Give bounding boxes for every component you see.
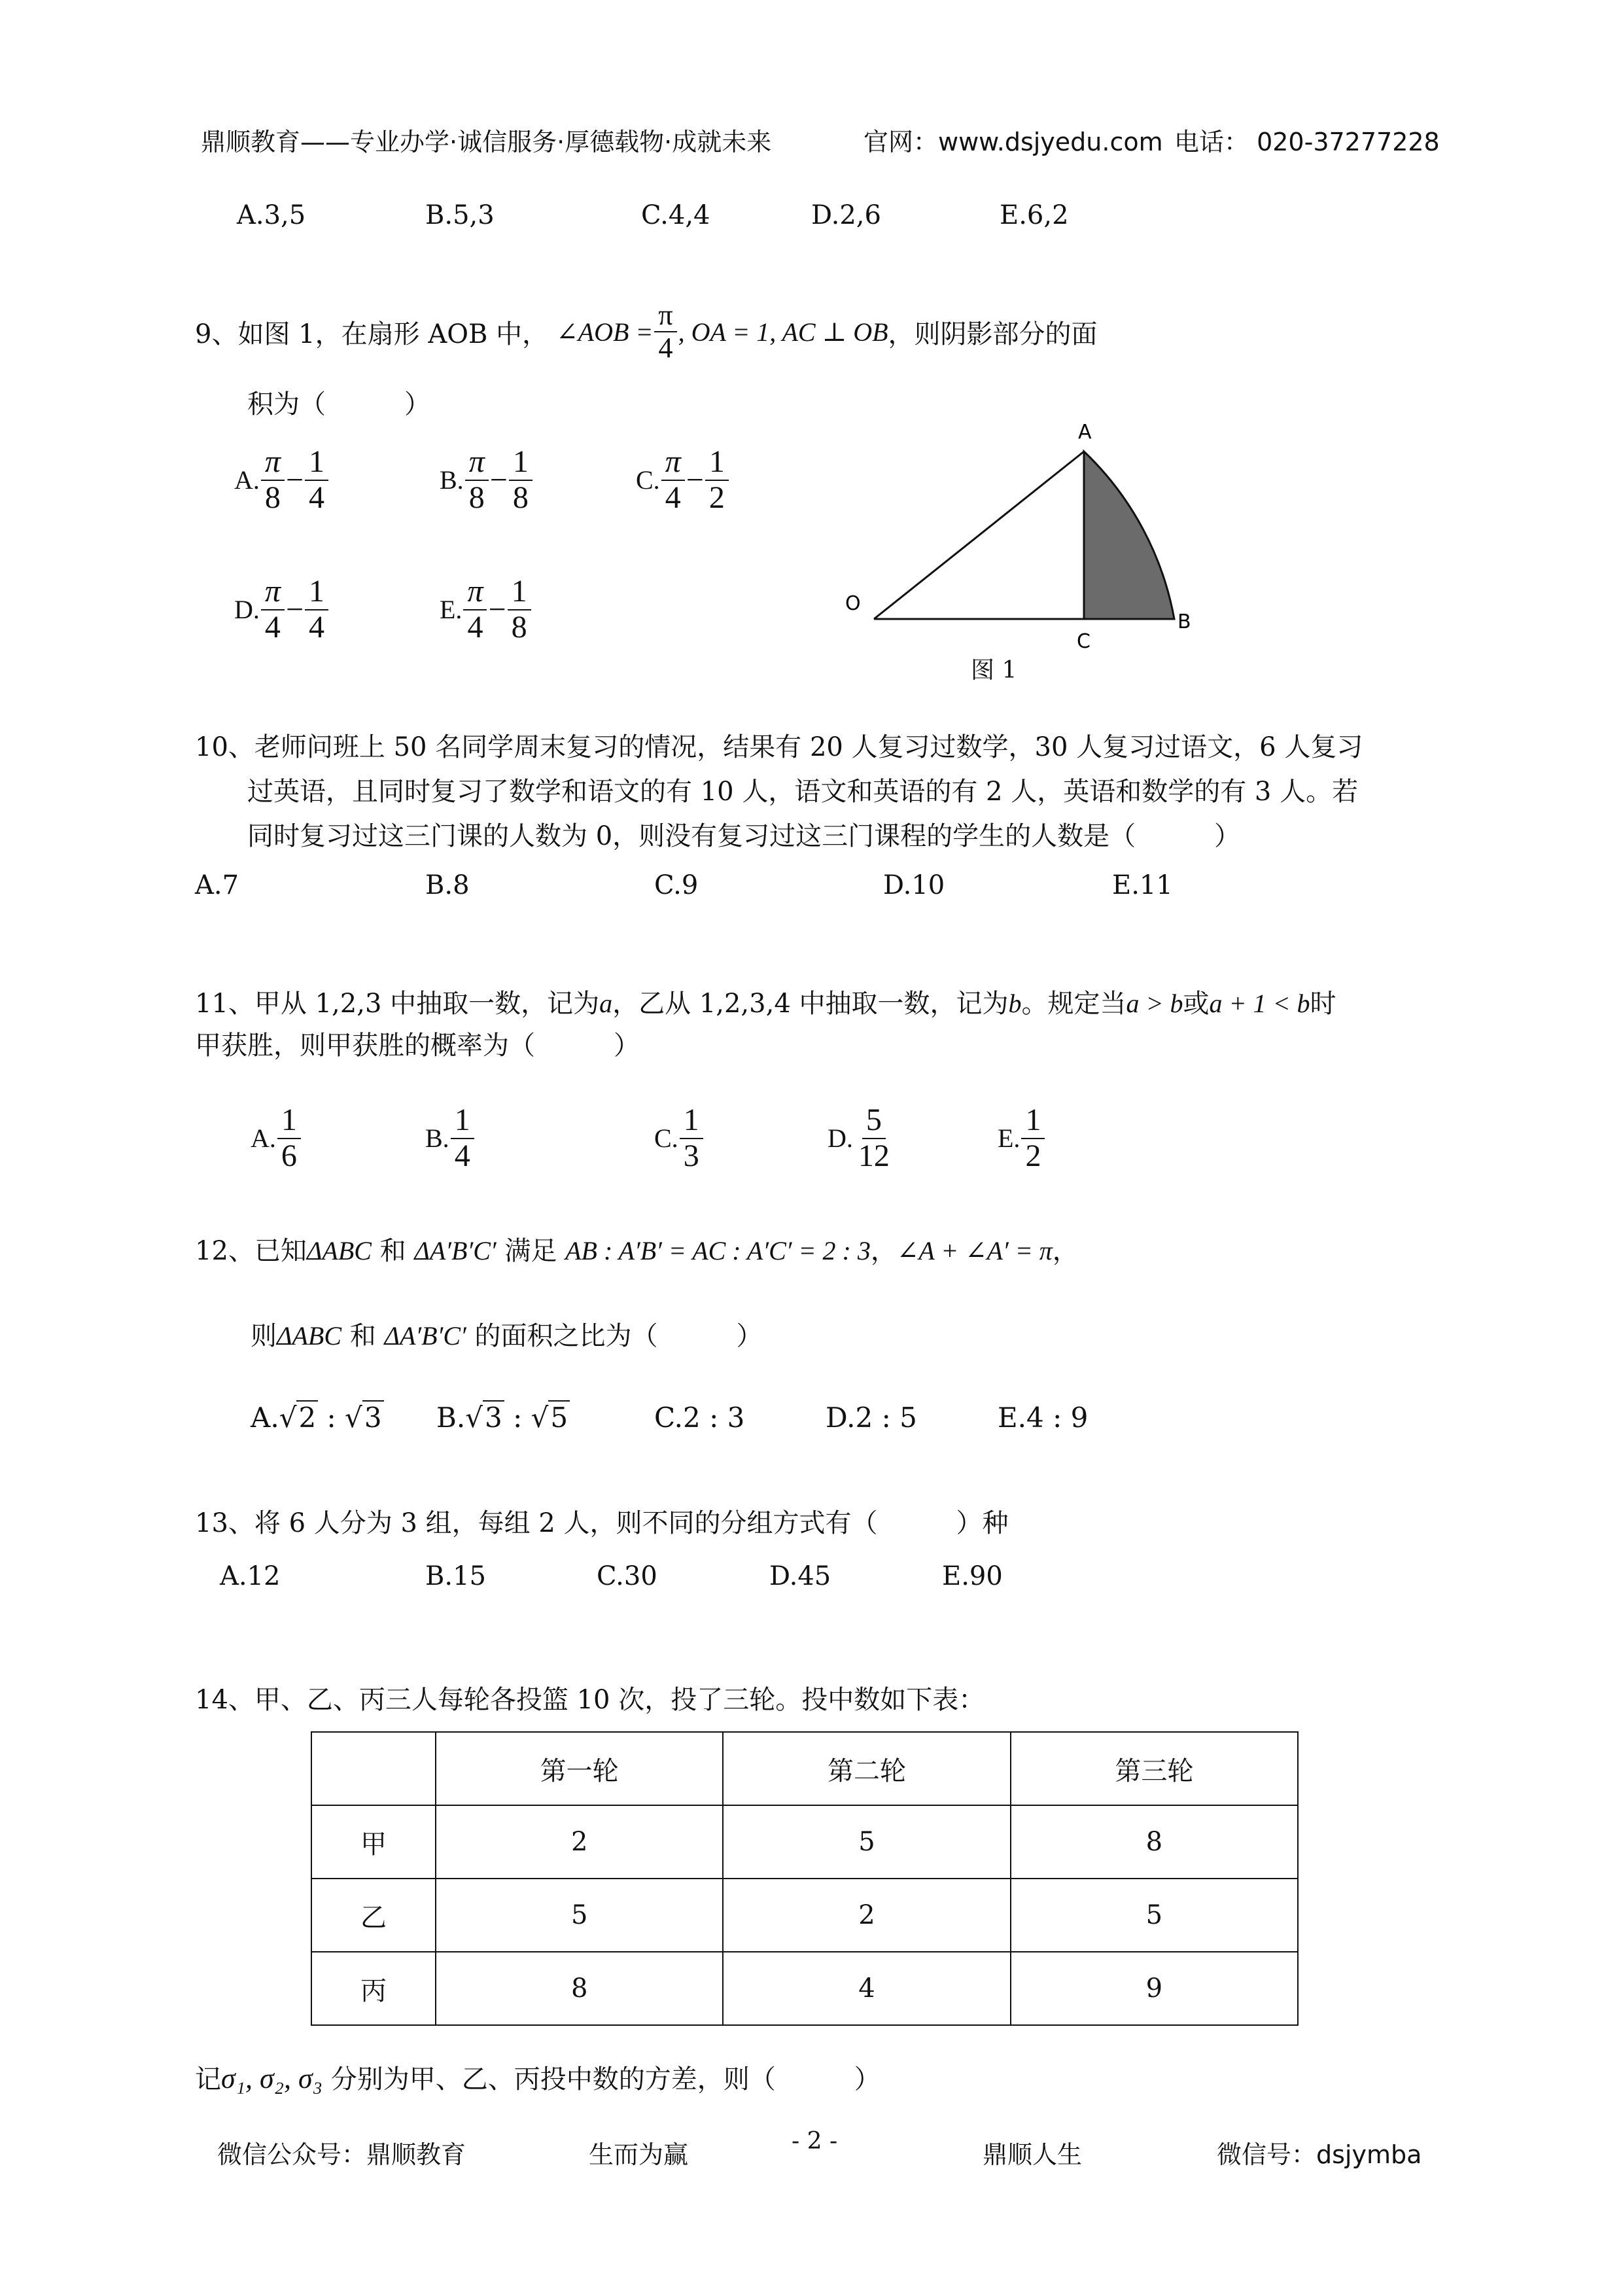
q14-sigma-vars: σ₁, σ₂, σ₃ (221, 2062, 323, 2094)
table-header-cell: 第三轮 (1011, 1732, 1298, 1805)
q11-option-c (654, 1103, 705, 1174)
q9-line2: 积为（ ） (247, 389, 430, 419)
q13-option-c: C.30 (597, 1561, 657, 1591)
fraction: $\frac{\pi}{8}$ (465, 445, 489, 516)
q12-triangle-2: ΔA′B′C′ (414, 1236, 497, 1265)
footer-wechat-public: 微信公众号：鼎顺教育 (217, 2140, 466, 2169)
q12-triangle-1: ΔABC (306, 1236, 372, 1265)
q12-text-6: 的面积之比为（ ） (474, 1321, 763, 1351)
option-letter: E. (440, 595, 462, 625)
ratio-value: 2 : 5 (855, 1402, 917, 1434)
option-letter: C. (654, 1402, 683, 1434)
q13-option-d: D.45 (769, 1561, 831, 1591)
fraction: $\frac{\pi}{8}$ (261, 445, 285, 516)
q11-option-a (251, 1103, 302, 1174)
q10-option-d: D.10 (883, 870, 945, 900)
q9-option-d: D. $\frac{\pi}{4}$ − $\frac{1}{4}$ (234, 574, 330, 645)
q12-angle: ∠A + ∠A′ = π (896, 1236, 1053, 1265)
q13-option-a: A.12 (220, 1561, 281, 1591)
option-letter: D. (826, 1402, 856, 1434)
q8-option-e: E.6,2 (1000, 200, 1069, 230)
score-table (311, 1731, 1299, 2026)
q8-option-c: C.4,4 (641, 200, 710, 230)
q12-text-1: 12、已知 (195, 1236, 307, 1266)
table-cell: 乙 (311, 1879, 436, 1952)
q9-prefix: 9、如图 1，在扇形 AOB 中， (195, 319, 549, 349)
q12-text-3: 满足 (504, 1236, 557, 1266)
q11-var-a: a (599, 989, 613, 1018)
q10-line3: 同时复习过这三门课的人数为 0，则没有复习过这三门课程的学生的人数是（ ） (247, 821, 1241, 851)
table-header-cell (311, 1732, 436, 1805)
label-a: A (1078, 421, 1092, 444)
q10-line1: 10、老师问班上 50 名同学周末复习的情况，结果有 20 人复习过数学，30 人复习过语文，6 人复习 (195, 732, 1363, 762)
q8-option-d: D.2,6 (811, 200, 881, 230)
header-phone: 电话： 020-37277228 (1174, 128, 1440, 156)
footer-slogan: 生而为赢 (589, 2140, 689, 2169)
table-cell: 2 (723, 1879, 1010, 1952)
q12-option-c (654, 1402, 744, 1434)
q9-frac-num: π (654, 300, 676, 332)
option-letter: A. (234, 465, 260, 495)
fraction: $\frac{1}{2}$ (1021, 1103, 1045, 1174)
q10-option-c: C.9 (654, 870, 699, 900)
table-cell: 5 (1011, 1879, 1298, 1952)
table-row (311, 1805, 1298, 1879)
q9-angle-fraction (654, 300, 676, 364)
q13-stem: 13、将 6 人分为 3 组，每组 2 人，则不同的分组方式有（ ）种 (195, 1508, 1009, 1538)
fraction: $\frac{1}{4}$ (451, 1103, 474, 1174)
q11-var-b: b (1008, 989, 1022, 1018)
table-cell: 4 (723, 1952, 1010, 2025)
label-b: B (1178, 610, 1191, 633)
fraction: $\frac{1}{8}$ (509, 445, 532, 516)
table-cell: 9 (1011, 1952, 1298, 2025)
table-cell: 丙 (311, 1952, 436, 2025)
option-letter: B. (440, 465, 464, 495)
q9-stem (195, 300, 1098, 364)
table-cell: 8 (1011, 1805, 1298, 1879)
q10-option-e: E.11 (1112, 870, 1173, 900)
table-cell: 5 (723, 1805, 1010, 1879)
fraction: $\frac{\pi}{4}$ (261, 574, 285, 645)
q11-option-d (828, 1103, 895, 1174)
q12-line1 (195, 1230, 1079, 1267)
option-letter: E. (998, 1123, 1021, 1154)
q11-line1 (195, 983, 1336, 1020)
q12-text-2: 和 (379, 1236, 406, 1266)
label-c: C (1077, 630, 1091, 653)
table-header-cell: 第二轮 (723, 1732, 1010, 1805)
label-o: O (845, 592, 861, 615)
fraction: $\frac{1}{3}$ (680, 1103, 703, 1174)
option-letter: A. (251, 1123, 276, 1154)
header-site[interactable]: 官网：www.dsjyedu.com (864, 128, 1163, 156)
page-number: - 2 - (792, 2128, 838, 2155)
option-letter: D. (234, 595, 260, 625)
table-header-cell: 第一轮 (436, 1732, 723, 1805)
q9-option-e: E. $\frac{\pi}{4}$ − $\frac{1}{8}$ (440, 574, 532, 645)
q9-option-b: B. $\frac{\pi}{8}$ − $\frac{1}{8}$ (440, 445, 534, 516)
table-cell: 8 (436, 1952, 723, 2025)
shaded-region (1084, 451, 1174, 619)
q11-text-4: 或 (1183, 989, 1210, 1019)
q9-option-a: A. $\frac{\pi}{8}$ − $\frac{1}{4}$ (234, 445, 330, 516)
q11-text-1: 11、甲从 1,2,3 中抽取一数，记为 (195, 989, 600, 1019)
q14-stem: 14、甲、乙、丙三人每轮各投篮 10 次，投了三轮。投中数如下表： (195, 1685, 985, 1715)
q12-option-a: A.√2 : √3 (251, 1402, 384, 1434)
table-row (311, 1879, 1298, 1952)
q9-option-c: C. $\frac{\pi}{4}$ − $\frac{1}{2}$ (636, 445, 730, 516)
sqrt-value: 2 (296, 1400, 318, 1434)
q8-option-b: B.5,3 (425, 200, 495, 230)
fraction: $\frac{1}{4}$ (305, 445, 328, 516)
figure-caption: 图 1 (971, 657, 1017, 684)
q8-option-a: A.3,5 (237, 200, 306, 230)
q12-option-b: B.√3 : √5 (436, 1402, 570, 1434)
q11-text-5: 时 (1310, 989, 1336, 1019)
sqrt-value: 3 (362, 1400, 384, 1434)
fraction: $\frac{1}{6}$ (277, 1103, 301, 1174)
q11-text-2: ，乙从 1,2,3,4 中抽取一数，记为 (612, 989, 1009, 1019)
q12-option-d (826, 1402, 917, 1434)
option-letter: B. (425, 1123, 449, 1154)
q13-option-e: E.90 (942, 1561, 1003, 1591)
q9-suffix: ，则阴影部分的面 (888, 319, 1098, 349)
q12-triangle-4: ΔA′B′C′ (384, 1321, 466, 1351)
ratio-value: 4 : 9 (1026, 1402, 1089, 1434)
q12-triangle-3: ΔABC (277, 1321, 342, 1351)
q11-option-e (998, 1103, 1046, 1174)
q12-line2 (251, 1315, 762, 1352)
q12-option-e (998, 1402, 1088, 1434)
option-letter: D. (828, 1123, 853, 1154)
q14-text-1: 记 (195, 2064, 221, 2094)
q10-option-b: B.8 (425, 870, 470, 900)
sqrt-value: 3 (483, 1400, 504, 1434)
segment-oa (874, 451, 1084, 619)
q14-followup (195, 2058, 881, 2096)
q14-text-2: 分别为甲、乙、丙投中数的方差，则（ ） (330, 2064, 881, 2094)
q11-line2: 甲获胜，则甲获胜的概率为（ ） (195, 1031, 640, 1061)
table-cell: 2 (436, 1805, 723, 1879)
fraction: $\frac{1}{2}$ (705, 445, 729, 516)
q11-text-3: 。规定当 (1021, 989, 1126, 1019)
q12-comma: ， (870, 1236, 897, 1266)
q9-angle: ∠AOB = (556, 317, 654, 347)
ratio-value: 2 : 3 (683, 1402, 745, 1434)
option-letter: E. (998, 1402, 1027, 1434)
q10-option-a: A.7 (195, 870, 239, 900)
header-title: 鼎顺教育——专业办学·诚信服务·厚德载物·成就未来 (201, 128, 772, 156)
fraction: $\frac{1}{8}$ (508, 574, 531, 645)
q9-frac-den: 4 (658, 332, 673, 364)
fraction: $\frac{1}{4}$ (305, 574, 328, 645)
fraction: $\frac{\pi}{4}$ (661, 445, 685, 516)
q10-line2: 过英语，且同时复习了数学和语文的有 10 人，语文和英语的有 2 人，英语和数学的有 3 人。若 (247, 777, 1359, 807)
table-row (311, 1952, 1298, 2025)
option-letter: B. (436, 1402, 466, 1434)
q11-cond-1: a > b (1126, 989, 1183, 1018)
option-letter: A. (251, 1402, 279, 1434)
q9-condition: , OA = 1, AC ⊥ OB (678, 317, 888, 347)
fraction: $\frac{5}{12}$ (858, 1103, 890, 1173)
q12-end: ， (1052, 1236, 1079, 1266)
option-letter: C. (654, 1123, 678, 1154)
q12-ratio: AB : A′B′ = AC : A′C′ = 2 : 3 (565, 1236, 871, 1265)
sector-figure (844, 412, 1210, 687)
sqrt-value: 5 (548, 1400, 570, 1434)
footer-wechat-id: 微信号：dsjymba (1217, 2140, 1422, 2169)
q11-cond-2: a + 1 < b (1209, 989, 1310, 1018)
table-header-row (311, 1732, 1298, 1805)
q12-text-5: 和 (349, 1321, 376, 1351)
table-cell: 甲 (311, 1805, 436, 1879)
q13-option-b: B.15 (425, 1561, 487, 1591)
q12-text-4: 则 (251, 1321, 277, 1351)
q11-option-b (425, 1103, 476, 1174)
table-cell: 5 (436, 1879, 723, 1952)
option-letter: C. (636, 465, 660, 495)
footer-life: 鼎顺人生 (983, 2140, 1083, 2169)
fraction: $\frac{\pi}{4}$ (463, 574, 487, 645)
